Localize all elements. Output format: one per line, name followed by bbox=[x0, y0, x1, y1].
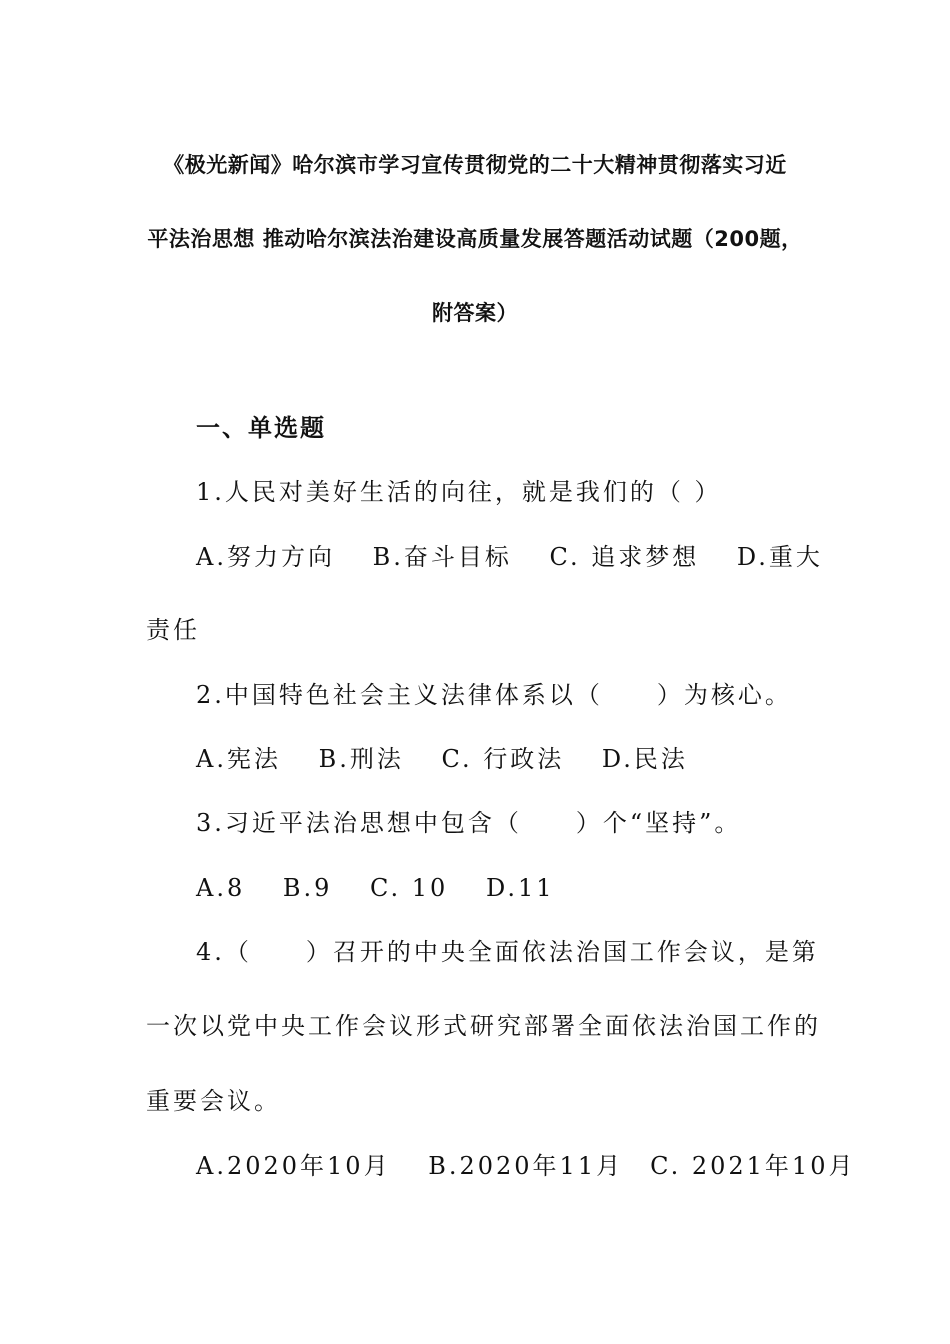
question-2-options: A.宪法 B.刑法 C. 行政法 D.民法 bbox=[196, 745, 688, 773]
question-1-options: A.努力方向 B.奋斗目标 C. 追求梦想 D.重大 bbox=[196, 543, 823, 571]
question-1-text: 1.人民对美好生活的向往，就是我们的（ ） bbox=[196, 478, 722, 506]
question-4-text: 4.（ ）召开的中央全面依法治国工作会议，是第 bbox=[196, 938, 819, 966]
title-line-1: 《极光新闻》哈尔滨市学习宣传贯彻党的二十大精神贯彻落实习近 bbox=[163, 153, 787, 177]
question-4-text-continued: 一次以党中央工作会议形式研究部署全面依法治国工作的 bbox=[146, 1012, 821, 1040]
question-4-text-end: 重要会议。 bbox=[146, 1087, 281, 1115]
question-1-options-continued: 责任 bbox=[146, 616, 200, 644]
question-4-options: A.2020年10月 B.2020年11月 C. 2021年10月 bbox=[196, 1152, 856, 1180]
document-title bbox=[120, 128, 830, 350]
question-3-options: A.8 B.9 C. 10 D.11 bbox=[196, 874, 555, 902]
question-2-text: 2.中国特色社会主义法律体系以（ ）为核心。 bbox=[196, 681, 792, 709]
title-line-2: 平法治思想 推动哈尔滨法治建设高质量发展答题活动试题（200题， bbox=[147, 227, 803, 251]
section-heading: 一、单选题 bbox=[196, 414, 326, 442]
title-line-3: 附答案） bbox=[432, 301, 518, 325]
question-3-text: 3.习近平法治思想中包含（ ）个“坚持”。 bbox=[196, 809, 742, 837]
